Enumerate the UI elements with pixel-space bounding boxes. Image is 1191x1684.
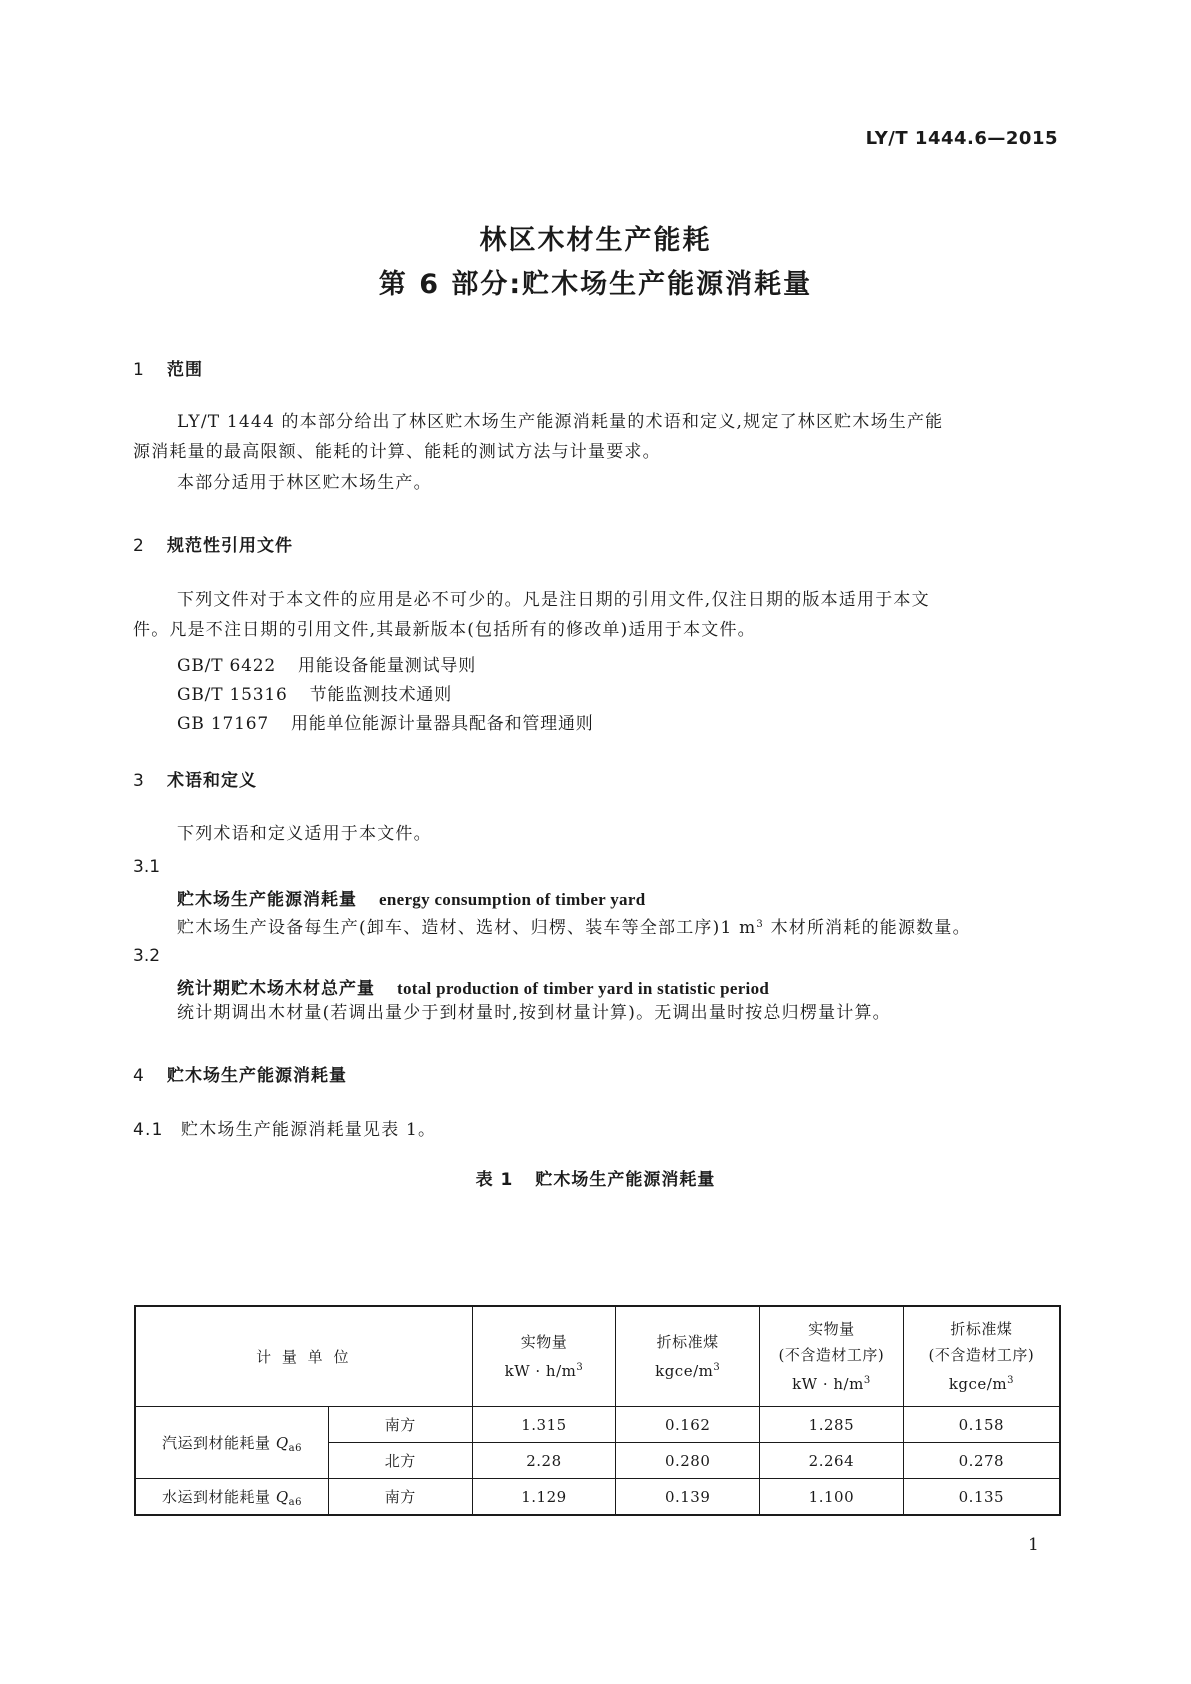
section-number: 1 [133,360,145,380]
reference-title: 用能单位能源计量器具配备和管理通则 [290,714,594,734]
term-number: 3.1 [133,857,161,877]
term-en: energy consumption of timber yard [379,890,646,909]
table-title: 贮木场生产能源消耗量 [535,1170,716,1190]
section-heading-scope [133,355,203,380]
term-name [177,974,769,999]
value-cell: 0.278 [903,1443,1060,1479]
term-name [177,885,645,910]
section-heading-consumption [133,1061,347,1086]
value-cell: 0.280 [616,1443,760,1479]
paragraph-line: LY/T 1444 的本部分给出了林区贮木场生产能源消耗量的术语和定义,规定了林区贮木场生产能 [177,412,944,432]
reference-code: GB/T 15316 [177,685,288,705]
paragraph-line: 本部分适用于林区贮木场生产。 [177,473,432,493]
value-cell: 0.135 [903,1479,1060,1516]
section-number: 2 [133,536,145,556]
table-row [135,1479,1060,1516]
term-zh: 贮木场生产能源消耗量 [177,890,357,910]
table-row [135,1407,1060,1443]
region-cell: 南方 [328,1407,472,1443]
subsection-text: 贮木场生产能源消耗量见表 1。 [181,1120,437,1140]
value-cell: 2.264 [760,1443,904,1479]
paragraph-line: 下列文件对于本文件的应用是必不可少的。凡是注日期的引用文件,仅注日期的版本适用于本文 [177,590,930,610]
paragraph-line: 源消耗量的最高限额、能耗的计算、能耗的测试方法与计量要求。 [133,442,661,462]
reference-item [177,709,594,734]
reference-title: 节能监测技术通则 [309,685,453,705]
section-number: 3 [133,771,145,791]
section-number: 4 [133,1066,145,1086]
reference-code: GB 17167 [177,714,269,734]
section-heading-references [133,531,293,556]
section-heading-terms [133,766,257,791]
term-definition: 统计期调出木材量(若调出量少于到材量时,按到材量计算)。无调出量时按总归楞量计算。 [177,1003,891,1023]
table-label: 表 1 [475,1170,514,1190]
value-cell: 0.162 [616,1407,760,1443]
header-coal-excl: 折标准煤 (不含造材工序) kgce/$m^3$ [903,1306,1060,1407]
table-header-row [135,1306,1060,1407]
region-cell: 南方 [328,1479,472,1516]
region-cell: 北方 [328,1443,472,1479]
row-group-label: 水运到材能耗量 $Q_{a6}$ [135,1479,328,1516]
document-title-line2: 第 6 部分:贮木场生产能源消耗量 [378,269,813,300]
subsection-line [133,1114,436,1147]
value-cell: 1.285 [760,1407,904,1443]
value-cell: 0.158 [903,1407,1060,1443]
value-cell: 1.129 [472,1479,616,1516]
term-en: total production of timber yard in statistic period [397,979,770,998]
header-physical-excl: 实物量 (不含造材工序) kW · $h/m^3$ [760,1306,904,1407]
document-number: LY/T 1444.6—2015 [865,128,1058,149]
term-definition: 贮木场生产设备每生产(卸车、造材、选材、归楞、装车等全部工序)1 $m^3$ 木材所消耗的能源数量。 [177,918,971,938]
reference-item [177,680,452,705]
energy-consumption-table [134,1305,1061,1516]
table-caption [0,1165,1191,1190]
value-cell: 2.28 [472,1443,616,1479]
section-title: 规范性引用文件 [167,536,293,556]
paragraph-line: 下列术语和定义适用于本文件。 [177,824,432,844]
subsection-number: 4.1 [133,1120,164,1140]
reference-code: GB/T 6422 [177,656,277,676]
header-unit: 计 量 单 位 [135,1306,472,1407]
header-physical: 实物量 kW · $h/m^3$ [472,1306,616,1407]
document-title-line1: 林区木材生产能耗 [479,225,712,256]
paragraph-line: 件。凡是不注日期的引用文件,其最新版本(包括所有的修改单)适用于本文件。 [133,620,756,640]
page-number: 1 [1028,1535,1039,1555]
value-cell: 0.139 [616,1479,760,1516]
section-title: 贮木场生产能源消耗量 [167,1066,347,1086]
reference-item [177,651,476,676]
reference-title: 用能设备能量测试导则 [298,656,477,676]
row-group-label: 汽运到材能耗量 $Q_{a6}$ [135,1407,328,1479]
section-title: 范围 [167,360,203,380]
section-title: 术语和定义 [167,771,257,791]
term-number: 3.2 [133,946,161,966]
term-zh: 统计期贮木场木材总产量 [177,979,375,999]
header-coal: 折标准煤 kgce/$m^3$ [616,1306,760,1407]
value-cell: 1.315 [472,1407,616,1443]
value-cell: 1.100 [760,1479,904,1516]
